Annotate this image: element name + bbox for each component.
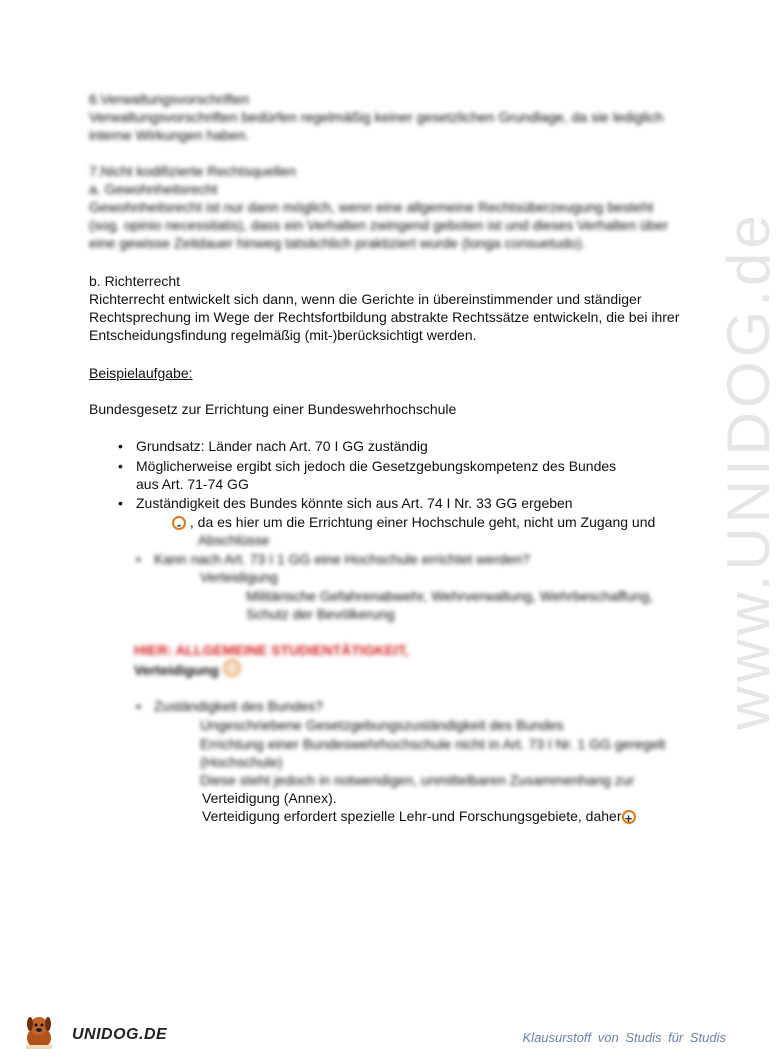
bullet-dot: • <box>118 438 123 454</box>
highlight-text: HIER: ALLGEMEINE STUDIENTÄTIGKEIT, <box>134 642 409 658</box>
bullet-text: Grundsatz: Länder nach Art. 70 I GG zuständig <box>136 438 428 454</box>
bullet-text: Zuständigkeit des Bundes? <box>154 698 323 714</box>
smiley-icon <box>223 659 241 677</box>
intro-line: Bundesgesetz zur Errichtung einer Bundeswehrhochschule <box>89 401 457 417</box>
bullet-dot: • <box>136 698 141 714</box>
paragraph-line: Diese steht jedoch in notwendigen, unmittelbaren Zusammenhang zur <box>200 772 635 788</box>
bullet-dot: • <box>136 551 141 567</box>
unidog-logo <box>22 1012 168 1052</box>
dog-icon <box>22 1012 56 1052</box>
paragraph-line: Abschlüsse <box>198 532 270 548</box>
paragraph-line: Verwaltungsvorschriften bedürfen regelmäßig keiner gesetzlichen Grundlage, da sie lediglich <box>89 109 664 125</box>
bold-text <box>134 659 241 679</box>
bullet-item <box>118 494 573 512</box>
plus-icon: + <box>622 810 636 824</box>
watermark: www.UNIDOG.de <box>715 211 782 730</box>
minus-text: , da es hier um die Errichtung einer Hochschule geht, nicht um Zugang und <box>189 514 656 530</box>
bullet-dot: • <box>118 458 123 474</box>
sub-bullet-item: Verteidigung <box>200 569 278 585</box>
minus-icon: - <box>172 516 186 530</box>
conclusion-line <box>202 807 636 825</box>
sub-bullet-item: Errichtung einer Bundeswehrhochschule nicht in Art. 73 I Nr. 1 GG geregelt <box>200 736 666 752</box>
bullet-item <box>118 457 617 475</box>
paragraph-line: Verteidigung (Annex). <box>202 790 337 806</box>
bullet-text: Kann nach Art. 73 I 1 GG eine Hochschule errichtet werden? <box>154 551 530 567</box>
bullet-text: Möglicherweise ergibt sich jedoch die Gesetzgebungskompetenz des Bundes <box>136 458 617 474</box>
footer-slogan: Klausurstoff von Studis für Studis <box>522 1030 726 1045</box>
bullet-dot: • <box>118 495 123 511</box>
paragraph-line: Schutz der Bevölkerung <box>246 606 395 622</box>
section-6-heading: 6.Verwaltungsvorschriften <box>89 91 250 107</box>
sub-sub-bullet-item: Militärische Gefahrenabwehr, Wehrverwaltung, Wehrbeschaffung, <box>246 588 653 604</box>
richterrecht-heading: b. Richterrecht <box>89 273 181 289</box>
paragraph-line: (sog. opinio necessitatis), dass ein Verhalten zwingend geboten ist und dieses Verhalten über <box>89 217 669 233</box>
bullet-item <box>136 550 530 568</box>
bullet-continuation: aus Art. 71-74 GG <box>136 476 249 492</box>
paragraph-line: (Hochschule) <box>200 754 283 770</box>
paragraph-line: Richterrecht entwickelt sich dann, wenn die Gerichte in übereinstimmender und ständiger <box>89 291 642 307</box>
paragraph-line: interne Wirkungen haben. <box>89 127 250 143</box>
bold-label: Verteidigung <box>134 662 219 678</box>
beispielaufgabe-heading: Beispielaufgabe: <box>89 365 193 381</box>
bullet-item <box>136 697 323 715</box>
bullet-text: Zuständigkeit des Bundes könnte sich aus Art. 74 I Nr. 33 GG ergeben <box>136 495 573 511</box>
sub-bullet-item: Ungeschriebene Gesetzgebungszuständigkeit des Bundes <box>200 717 564 733</box>
section-7-heading: 7.Nicht kodifizierte Rechtsquellen <box>89 163 296 179</box>
conclusion-text: Verteidigung erfordert spezielle Lehr-und Forschungsgebiete, daher <box>202 808 622 824</box>
bullet-item <box>118 437 428 455</box>
paragraph-line: Entscheidungsfindung regelmäßig (mit-)berücksichtigt werden. <box>89 327 477 343</box>
paragraph-line: Gewohnheitsrecht ist nur dann möglich, wenn eine allgemeine Rechtsüberzeugung besteht <box>89 199 654 215</box>
subsection-a-heading: a. Gewohnheitsrecht <box>89 181 218 197</box>
paragraph-line: Rechtsprechung im Wege der Rechtsfortbildung abstrakte Rechtssätze entwickeln, die bei ihrer <box>89 309 680 325</box>
logo-text: UNIDOG.DE <box>72 1026 168 1043</box>
paragraph-line: eine gewisse Zeitdauer hinweg tatsächlich praktiziert wurde (longa consuetudo). <box>89 235 586 251</box>
minus-line <box>172 513 655 531</box>
